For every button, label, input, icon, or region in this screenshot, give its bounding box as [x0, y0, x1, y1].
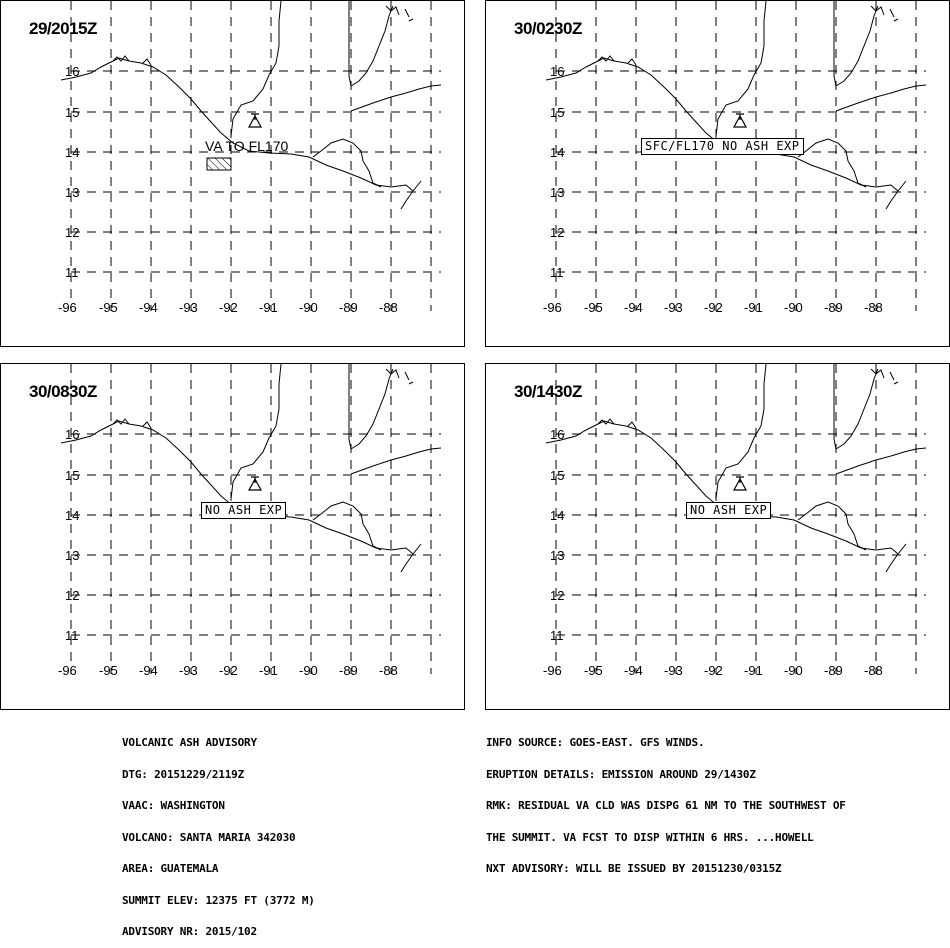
advisory-line: DTG: 20151229/2119Z [122, 767, 245, 781]
longitude-label: -94 [139, 663, 158, 678]
ash-area-polygon [207, 158, 231, 170]
latitude-label: 16 [65, 427, 80, 442]
panel-valid-time: 29/2015Z [29, 19, 97, 38]
longitude-label: -92 [704, 300, 723, 315]
ash-forecast-label: NO ASH EXP [686, 502, 771, 519]
longitude-label: -96 [543, 663, 562, 678]
longitude-label: -95 [584, 663, 603, 678]
latitude-label: 11 [550, 265, 564, 280]
latitude-label: 16 [550, 427, 565, 442]
longitude-label: -88 [864, 300, 883, 315]
longitude-label: -93 [179, 300, 198, 315]
lat-lon-grid [71, 364, 441, 674]
ash-forecast-label: VA TO FL170 [205, 138, 289, 154]
longitude-label: -90 [784, 300, 803, 315]
latitude-label: 12 [550, 588, 565, 603]
map-canvas [486, 364, 950, 710]
latitude-label: 14 [65, 508, 80, 523]
advisory-line: AREA: GUATEMALA [122, 862, 219, 875]
longitude-label: -92 [219, 300, 238, 315]
map-canvas [1, 1, 465, 347]
longitude-label: -93 [664, 663, 683, 678]
latitude-label: 13 [550, 548, 565, 563]
longitude-label: -94 [624, 663, 643, 678]
longitude-label: -90 [299, 300, 318, 315]
longitude-label: -89 [339, 300, 358, 315]
latitude-label: 15 [550, 105, 565, 120]
ash-forecast-label: SFC/FL170 NO ASH EXP [641, 138, 804, 155]
longitude-label: -94 [139, 300, 158, 315]
lat-lon-grid [71, 1, 441, 311]
latitude-label: 11 [65, 628, 79, 643]
longitude-label: -96 [58, 663, 77, 678]
latitude-label: 16 [65, 64, 80, 79]
longitude-label: -93 [179, 663, 198, 678]
map-panel-1 [0, 0, 465, 347]
latitude-label: 13 [550, 185, 565, 200]
latitude-label: 14 [550, 508, 565, 523]
longitude-label: -93 [664, 300, 683, 315]
latitude-label: 15 [550, 468, 565, 483]
latitude-label: 15 [65, 105, 80, 120]
latitude-label: 12 [65, 225, 80, 240]
volcano-triangle-icon [249, 114, 261, 127]
advisory-line: INFO SOURCE: GOES-EAST. GFS WINDS. [486, 736, 705, 749]
longitude-label: -91 [259, 300, 278, 315]
panel-valid-time: 30/0830Z [29, 382, 97, 401]
map-canvas [1, 364, 465, 710]
longitude-label: -88 [379, 300, 398, 315]
latitude-label: 13 [65, 548, 80, 563]
longitude-label: -95 [99, 300, 118, 315]
panel-valid-time: 30/1430Z [514, 382, 582, 401]
map-canvas [486, 1, 950, 347]
latitude-label: 14 [65, 145, 80, 160]
latitude-label: 12 [550, 225, 565, 240]
advisory-info-left [122, 717, 315, 948]
advisory-line: VOLCANIC ASH ADVISORY [122, 736, 257, 749]
longitude-label: -95 [584, 300, 603, 315]
longitude-label: -90 [299, 663, 318, 678]
map-panel-2 [485, 0, 950, 347]
longitude-label: -92 [704, 663, 723, 678]
map-panel-4 [485, 363, 950, 710]
latitude-label: 13 [65, 185, 80, 200]
volcano-triangle-icon [734, 114, 746, 127]
advisory-line: VOLCANO: SANTA MARIA 342030 [122, 830, 296, 844]
advisory-line: VAAC: WASHINGTON [122, 799, 225, 812]
advisory-line: THE SUMMIT. VA FCST TO DISP WITHIN 6 HRS. ...HOWELL [486, 830, 814, 844]
advisory-line: RMK: RESIDUAL VA CLD WAS DISPG 61 NM TO THE SOUTHWEST OF [486, 799, 846, 812]
volcano-triangle-icon [734, 477, 746, 490]
longitude-label: -88 [864, 663, 883, 678]
lat-lon-grid [556, 1, 926, 311]
longitude-label: -89 [824, 300, 843, 315]
latitude-label: 12 [65, 588, 80, 603]
latitude-label: 16 [550, 64, 565, 79]
latitude-label: 11 [65, 265, 79, 280]
advisory-line: ADVISORY NR: 2015/102 [122, 925, 257, 938]
advisory-line: ERUPTION DETAILS: EMISSION AROUND 29/1430Z [486, 767, 756, 781]
latitude-label: 15 [65, 468, 80, 483]
longitude-label: -91 [744, 300, 763, 315]
longitude-label: -96 [58, 300, 77, 315]
map-panel-3 [0, 363, 465, 710]
longitude-label: -91 [744, 663, 763, 678]
volcano-triangle-icon [249, 477, 261, 490]
longitude-label: -96 [543, 300, 562, 315]
coastline-and-borders [546, 1, 926, 209]
longitude-label: -88 [379, 663, 398, 678]
latitude-label: 11 [550, 628, 564, 643]
longitude-label: -95 [99, 663, 118, 678]
longitude-label: -89 [824, 663, 843, 678]
coastline-and-borders [61, 364, 441, 572]
longitude-label: -90 [784, 663, 803, 678]
longitude-label: -92 [219, 663, 238, 678]
advisory-line: NXT ADVISORY: WILL BE ISSUED BY 20151230/0315Z [486, 862, 782, 875]
coastline-and-borders [546, 364, 926, 572]
coastline-and-borders [61, 1, 441, 209]
lat-lon-grid [556, 364, 926, 674]
ash-forecast-label: NO ASH EXP [201, 502, 286, 519]
latitude-label: 14 [550, 145, 565, 160]
longitude-label: -91 [259, 663, 278, 678]
longitude-label: -94 [624, 300, 643, 315]
longitude-label: -89 [339, 663, 358, 678]
advisory-line: SUMMIT ELEV: 12375 FT (3772 M) [122, 893, 315, 907]
advisory-info-right [486, 717, 846, 885]
panel-valid-time: 30/0230Z [514, 19, 582, 38]
